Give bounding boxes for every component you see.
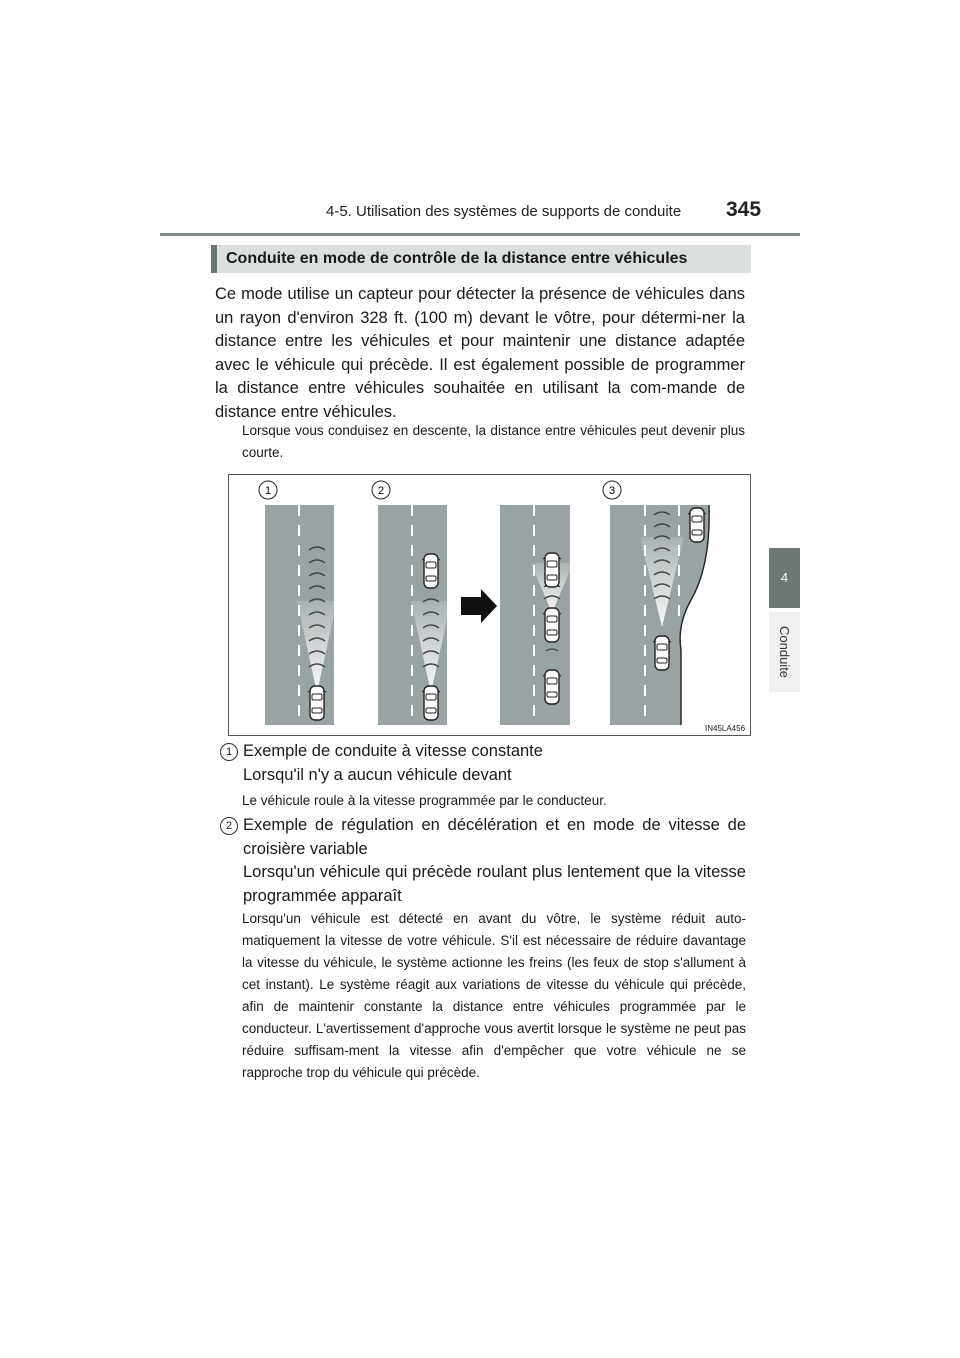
acc-illustration [228,474,751,736]
item-1-description: Le véhicule roule à la vitesse programmée par le conducteur. [242,793,607,808]
figure-markers [259,481,621,499]
item-2-marker: 2 [220,817,238,835]
transition-arrow [461,589,497,623]
figure-marker-3: 3 [608,485,616,497]
header-section-title: 4-5. Utilisation des systèmes de supports de conduite [326,203,682,220]
item-1-marker: 1 [220,743,238,761]
chapter-tab-number: 4 [769,548,800,608]
note-paragraph: Lorsque vous conduisez en descente, la distance entre véhicules peut devenir plus courte. [242,423,745,460]
figure-marker-1: 1 [264,485,272,497]
item-2-title-line1: Exemple de régulation en décélération et en mode de vitesse de croisière variable [243,816,746,858]
item-2-title-line2: Lorsqu'un véhicule qui précède roulant plus lentement que la vitesse programmée apparaît [243,863,746,905]
scene-2-approach [378,505,451,725]
page-number: 345 [726,198,762,221]
header-divider [160,233,800,236]
item-1-title-line2: Lorsqu'il n'y a aucun véhicule devant [243,765,512,784]
chapter-tab-label: Conduite [769,612,800,692]
scene-2-following [500,505,573,725]
figure-code: IN45LA456 [705,724,746,733]
scene-1-constant-speed [265,505,337,725]
item-2-description: Lorsqu'un véhicule est détecté en avant du vôtre, le système réduit auto-matiquement la vitesse de votre véhicule. S'il est nécessaire de réduire davantage la vitesse du véhicule, le système actionne les freins (les feux de stop s'allument à cet instant). Le système réagit aux variations de vitesse du véhicule qui précède, afin de maintenir constante la distance entre véhicules programmée par le conducteur. L'avertissement d'approche vous avertit lorsque le système ne peut pas réduire suffisam-ment la vitesse afin d'empêcher que votre véhicule ne se rapproche trop du véhicule qui précède. [242,911,746,1080]
section-heading: Conduite en mode de contrôle de la distance entre véhicules [211,245,751,273]
scene-3-lane-change [610,505,709,725]
intro-paragraph: Ce mode utilise un capteur pour détecter la présence de véhicules dans un rayon d'environ 328 ft. (100 m) devant le vôtre, pour détermi-ner la distance entre les véhicules et pour maintenir une distance adaptée avec le véhicule qui précède. Il est également possible de programmer la distance entre véhicules souhaitée en utilisant la com-mande de distance entre véhicules. [215,285,745,421]
item-1-title-line1: Exemple de conduite à vitesse constante [243,742,543,760]
figure-marker-2: 2 [377,485,385,497]
item-1-title [243,740,746,787]
item-2-title [243,814,746,908]
